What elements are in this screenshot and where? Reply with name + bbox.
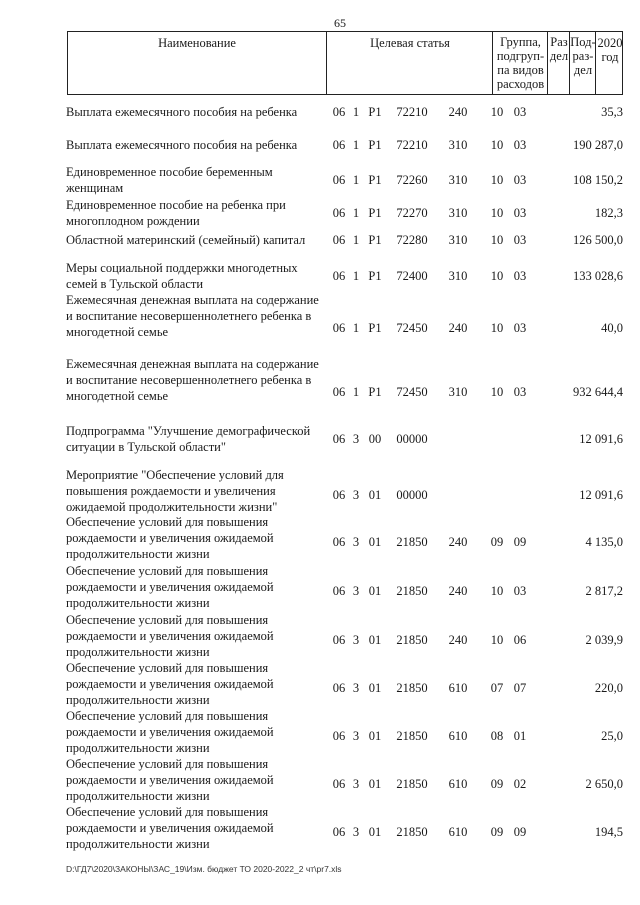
target-code-event: P1: [368, 206, 382, 220]
row-name: Выплата ежемесячного пособия на ребенка: [66, 105, 298, 119]
target-code-program: 06: [332, 105, 346, 119]
expense-group: 310: [448, 138, 468, 152]
subsection: 03: [513, 269, 527, 283]
table-row: [0, 467, 640, 515]
target-code-direction: 00000: [396, 488, 428, 502]
target-code-subprogram: 1: [352, 206, 360, 220]
target-code-event: P1: [368, 105, 382, 119]
target-code-program: 06: [332, 488, 346, 502]
table-row: [0, 563, 640, 611]
section: 10: [490, 105, 504, 119]
table-row: [0, 260, 640, 292]
target-code-event: 01: [368, 729, 382, 743]
target-code-subprogram: 3: [352, 535, 360, 549]
target-code-subprogram: 3: [352, 633, 360, 647]
amount-2020: 190 287,0: [573, 138, 623, 152]
section: 07: [490, 681, 504, 695]
amount-2020: 25,0: [601, 729, 623, 743]
table-row: [0, 804, 640, 852]
target-code-program: 06: [332, 633, 346, 647]
table-row: [0, 104, 640, 120]
header-section: Раз дел: [547, 32, 570, 94]
target-code-direction: 72260: [396, 173, 428, 187]
expense-group: 610: [448, 681, 468, 695]
amount-2020: 35,3: [601, 105, 623, 119]
target-code-direction: 72210: [396, 105, 428, 119]
target-code-program: 06: [332, 385, 346, 399]
amount-2020: 126 500,0: [573, 233, 623, 247]
target-code-program: 06: [332, 206, 346, 220]
subsection: 03: [513, 105, 527, 119]
target-code-program: 06: [332, 729, 346, 743]
target-code-event: P1: [368, 321, 382, 335]
subsection: 02: [513, 777, 527, 791]
expense-group: 310: [448, 269, 468, 283]
row-name: Меры социальной поддержки многодетных семей в Тульской области: [66, 261, 298, 291]
section: 09: [490, 535, 504, 549]
section: 10: [490, 233, 504, 247]
subsection: 03: [513, 584, 527, 598]
target-code-subprogram: 1: [352, 269, 360, 283]
row-name: Обеспечение условий для повышения рождаемости и увеличения ожидаемой продолжительности жизни: [66, 613, 274, 659]
table-row: [0, 423, 640, 455]
amount-2020: 12 091,6: [579, 488, 623, 502]
section: 09: [490, 825, 504, 839]
target-code-direction: 21850: [396, 777, 428, 791]
expense-group: 240: [448, 584, 468, 598]
row-name: Ежемесячная денежная выплата на содержание и воспитание несовершеннолетнего ребенка в многодетной семье: [66, 293, 319, 339]
row-name: Областной материнский (семейный) капитал: [66, 233, 306, 247]
subsection: 03: [513, 385, 527, 399]
section: 08: [490, 729, 504, 743]
target-code-program: 06: [332, 584, 346, 598]
target-code-subprogram: 3: [352, 729, 360, 743]
target-code-direction: 21850: [396, 584, 428, 598]
expense-group: 240: [448, 321, 468, 335]
amount-2020: 12 091,6: [579, 432, 623, 446]
row-name: Обеспечение условий для повышения рождаемости и увеличения ожидаемой продолжительности жизни: [66, 757, 274, 803]
target-code-event: 01: [368, 488, 382, 502]
header-target-article: Целевая статья: [326, 32, 493, 94]
amount-2020: 220,0: [594, 681, 623, 695]
target-code-subprogram: 1: [352, 173, 360, 187]
target-code-program: 06: [332, 681, 346, 695]
section: 10: [490, 269, 504, 283]
header-expense-group: Группа, подгруп- па видов расходов: [492, 32, 548, 94]
target-code-program: 06: [332, 432, 346, 446]
section: 10: [490, 633, 504, 647]
expense-group: 310: [448, 173, 468, 187]
subsection: 03: [513, 138, 527, 152]
target-code-subprogram: 3: [352, 681, 360, 695]
amount-2020: 194,5: [594, 825, 623, 839]
table-row: [0, 197, 640, 229]
subsection: 03: [513, 206, 527, 220]
target-code-subprogram: 3: [352, 825, 360, 839]
amount-2020: 2 650,0: [585, 777, 623, 791]
row-name: Обеспечение условий для повышения рождаемости и увеличения ожидаемой продолжительности жизни: [66, 805, 274, 851]
target-code-direction: 72270: [396, 206, 428, 220]
amount-2020: 40,0: [601, 321, 623, 335]
target-code-direction: 21850: [396, 681, 428, 695]
amount-2020: 2 039,9: [585, 633, 623, 647]
target-code-direction: 72450: [396, 385, 428, 399]
section: 10: [490, 206, 504, 220]
section: 09: [490, 777, 504, 791]
target-code-subprogram: 1: [352, 105, 360, 119]
target-code-direction: 72210: [396, 138, 428, 152]
table-row: [0, 660, 640, 708]
target-code-event: 01: [368, 584, 382, 598]
amount-2020: 2 817,2: [585, 584, 623, 598]
subsection: 03: [513, 173, 527, 187]
table-header: [67, 31, 623, 95]
row-name: Единовременное пособие на ребенка при многоплодном рождении: [66, 198, 286, 228]
amount-2020: 4 135,0: [585, 535, 623, 549]
expense-group: 240: [448, 633, 468, 647]
target-code-subprogram: 3: [352, 488, 360, 502]
target-code-direction: 21850: [396, 729, 428, 743]
target-code-program: 06: [332, 233, 346, 247]
target-code-event: 00: [368, 432, 382, 446]
target-code-subprogram: 3: [352, 777, 360, 791]
target-code-subprogram: 1: [352, 138, 360, 152]
header-year: 2020 год: [595, 32, 624, 94]
table-row: [0, 612, 640, 660]
expense-group: 310: [448, 233, 468, 247]
target-code-event: P1: [368, 385, 382, 399]
section: 10: [490, 584, 504, 598]
table-row: [0, 137, 640, 153]
table-row: [0, 232, 640, 248]
target-code-program: 06: [332, 173, 346, 187]
target-code-event: P1: [368, 233, 382, 247]
target-code-subprogram: 3: [352, 432, 360, 446]
row-name: Ежемесячная денежная выплата на содержание и воспитание несовершеннолетнего ребенка в многодетной семье: [66, 357, 319, 403]
target-code-event: 01: [368, 681, 382, 695]
target-code-event: 01: [368, 777, 382, 791]
expense-group: 310: [448, 206, 468, 220]
expense-group: 610: [448, 825, 468, 839]
target-code-event: P1: [368, 269, 382, 283]
amount-2020: 932 644,4: [573, 385, 623, 399]
target-code-program: 06: [332, 321, 346, 335]
amount-2020: 108 150,2: [573, 173, 623, 187]
target-code-direction: 00000: [396, 432, 428, 446]
expense-group: 240: [448, 105, 468, 119]
table-row: [0, 356, 640, 420]
subsection: 06: [513, 633, 527, 647]
target-code-direction: 72400: [396, 269, 428, 283]
table-row: [0, 514, 640, 562]
subsection: 03: [513, 321, 527, 335]
target-code-program: 06: [332, 777, 346, 791]
target-code-program: 06: [332, 269, 346, 283]
row-name: Обеспечение условий для повышения рождаемости и увеличения ожидаемой продолжительности жизни: [66, 564, 274, 610]
target-code-event: P1: [368, 173, 382, 187]
target-code-event: P1: [368, 138, 382, 152]
target-code-direction: 21850: [396, 825, 428, 839]
target-code-program: 06: [332, 825, 346, 839]
amount-2020: 182,3: [594, 206, 623, 220]
target-code-direction: 72450: [396, 321, 428, 335]
target-code-event: 01: [368, 633, 382, 647]
subsection: 03: [513, 233, 527, 247]
table-row: [0, 708, 640, 756]
section: 10: [490, 385, 504, 399]
target-code-event: 01: [368, 825, 382, 839]
row-name: Обеспечение условий для повышения рождаемости и увеличения ожидаемой продолжительности жизни: [66, 661, 274, 707]
expense-group: 240: [448, 535, 468, 549]
target-code-program: 06: [332, 138, 346, 152]
expense-group: 610: [448, 729, 468, 743]
target-code-direction: 21850: [396, 535, 428, 549]
section: 10: [490, 173, 504, 187]
row-name: Обеспечение условий для повышения рождаемости и увеличения ожидаемой продолжительности жизни: [66, 709, 274, 755]
target-code-direction: 21850: [396, 633, 428, 647]
target-code-direction: 72280: [396, 233, 428, 247]
expense-group: 310: [448, 385, 468, 399]
target-code-subprogram: 3: [352, 584, 360, 598]
row-name: Обеспечение условий для повышения рождаемости и увеличения ожидаемой продолжительности жизни: [66, 515, 274, 561]
section: 10: [490, 138, 504, 152]
subsection: 09: [513, 535, 527, 549]
target-code-subprogram: 1: [352, 385, 360, 399]
row-name: Подпрограмма "Улучшение демографической ситуации в Тульской области": [66, 424, 311, 454]
target-code-subprogram: 1: [352, 321, 360, 335]
table-row: [0, 756, 640, 804]
target-code-subprogram: 1: [352, 233, 360, 247]
target-code-event: 01: [368, 535, 382, 549]
header-name: Наименование: [158, 36, 236, 50]
section: 10: [490, 321, 504, 335]
table-row: [0, 164, 640, 196]
amount-2020: 133 028,6: [573, 269, 623, 283]
row-name: Мероприятие "Обеспечение условий для повышения рождаемости и увеличения ожидаемой продолжительности жизни": [66, 468, 284, 514]
page-number: 65: [334, 16, 346, 30]
target-code-program: 06: [332, 535, 346, 549]
row-name: Выплата ежемесячного пособия на ребенка: [66, 138, 298, 152]
subsection: 07: [513, 681, 527, 695]
file-path-footer: D:\ГД7\2020\ЗАКОНЫ\ЗАС_19\Изм. бюджет ТО 2020-2022_2 чт\pr7.xls: [66, 864, 342, 874]
header-subsection: Под- раз- дел: [569, 32, 596, 94]
subsection: 09: [513, 825, 527, 839]
subsection: 01: [513, 729, 527, 743]
expense-group: 610: [448, 777, 468, 791]
row-name: Единовременное пособие беременным женщинам: [66, 165, 273, 195]
table-row: [0, 292, 640, 356]
